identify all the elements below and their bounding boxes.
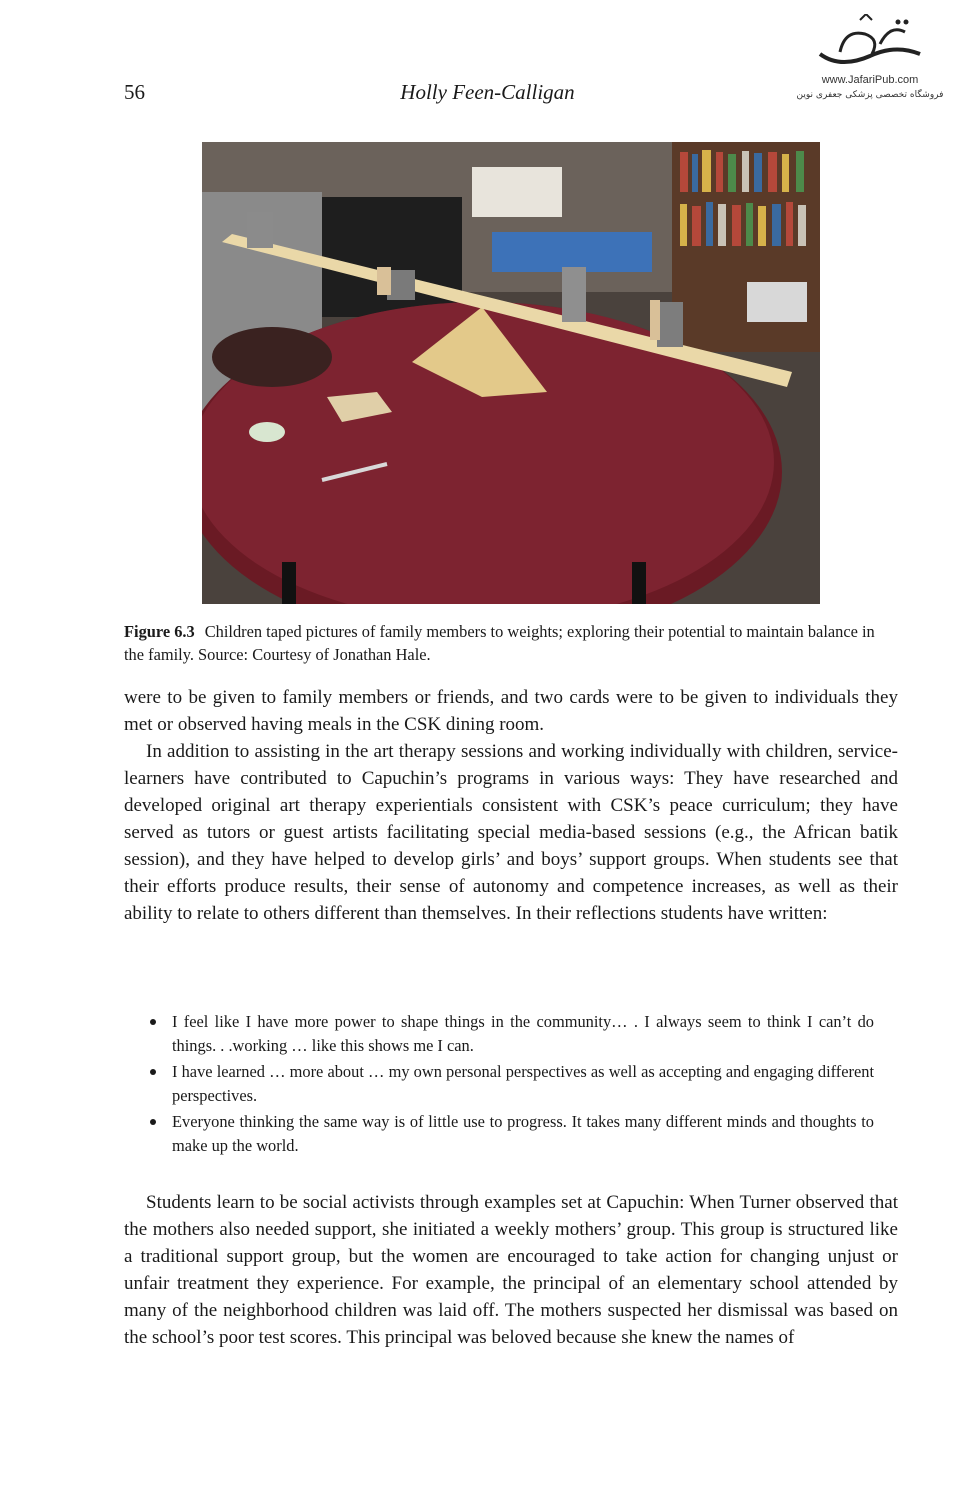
running-head: Holly Feen-Calligan	[400, 80, 575, 104]
publisher-logo-icon	[810, 14, 930, 74]
bullet-text: Everyone thinking the same way is of little use to progress. It takes many different minds and thoughts to make up the world.	[172, 1112, 874, 1155]
figure-photo	[202, 142, 820, 604]
paragraph-1: were to be given to family members or friends, and two cards were to be given to individuals they met or observed having meals in the CSK dining room.	[124, 687, 898, 735]
bullet-text: I have learned … more about … my own personal perspectives as well as accepting and engaging different perspectives.	[172, 1062, 874, 1105]
list-item	[148, 1010, 874, 1058]
bullet-icon	[150, 1069, 156, 1075]
list-item	[148, 1060, 874, 1108]
bullet-icon	[150, 1019, 156, 1025]
watermark-url: www.JafariPub.com	[821, 74, 919, 86]
watermark-subtitle: فروشگاه تخصصی پزشکی جعفری نوین	[796, 90, 944, 100]
paragraph-3: Students learn to be social activists through examples set at Capuchin: When Turner observed that the mothers also needed support, she initiated a weekly mothers’ group. This group is structured like a traditional support group, but the women are encouraged to take action for changing unjust or unfair treatment they experience. For example, the principal of an elementary school attended by many of the neighborhood children was laid off. The mothers suspected her dismissal was based on the school’s poor test scores. This principal was beloved because she knew the names of	[124, 1192, 898, 1348]
figure-caption	[124, 620, 894, 666]
list-item	[148, 1110, 874, 1158]
page-number: 56	[124, 80, 145, 104]
figure-label: Figure 6.3	[124, 622, 195, 641]
reflection-bullet-list	[148, 1010, 874, 1160]
bullet-icon	[150, 1119, 156, 1125]
paragraph-2: In addition to assisting in the art therapy sessions and working individually with children, service-learners have contributed to Capuchin’s programs in various ways: They have researched and developed original art therapy experientials consistent with CSK’s peace curriculum; they have served as tutors or guest artists facilitating special media-based sessions (e.g., the African batik session), and they have helped to develop girls’ and boys’ support groups. When students see that their efforts produce results, their sense of autonomy and competence increases, as well as their ability to relate to others different than themselves. In their reflections students have written:	[124, 741, 898, 924]
figure-caption-text: Children taped pictures of family members to weights; exploring their potential to maintain balance in the family. Source: Courtesy of Jonathan Hale.	[124, 622, 875, 664]
bullet-text: I feel like I have more power to shape things in the community… . I always seem to think I can’t do things. . .working … like this shows me I can.	[172, 1012, 874, 1055]
publisher-watermark	[780, 14, 960, 114]
